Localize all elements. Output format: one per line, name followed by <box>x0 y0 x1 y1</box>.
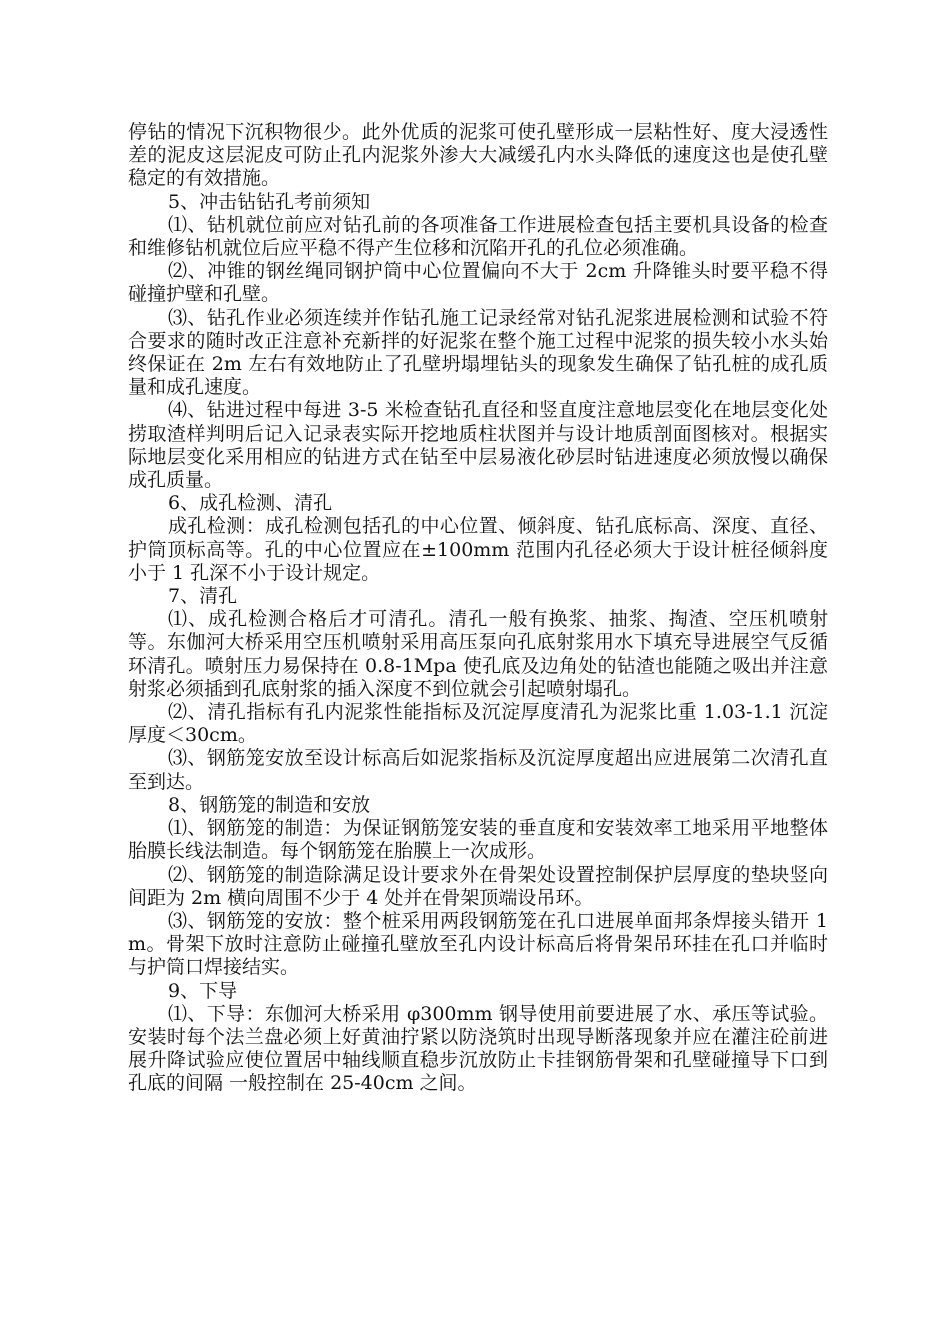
section-heading-6: 6、成孔检测、清孔 <box>168 492 333 515</box>
section-heading-9: 9、下导 <box>168 979 238 1002</box>
paragraph-continuation: 停钻的情况下沉积物很少。此外优质的泥浆可使孔壁形成一层粘性好、度大浸透性差的泥皮这层泥皮可防止孔内泥浆外渗大大减缓孔内水头降低的速度这也是使孔壁稳定的有效措施。 <box>128 121 828 190</box>
paragraph-8-1: ⑴、钢筋笼的制造：为保证钢筋笼安装的垂直度和安装效率工地采用平地整体胎膜长线法制造。每个钢筋笼在胎膜上一次成形。 <box>128 817 828 863</box>
section-heading-7: 7、清孔 <box>168 585 238 608</box>
paragraph-7-3: ⑶、钢筋笼安放至设计标高后如泥浆指标及沉淀厚度超出应进展第二次清孔直至到达。 <box>128 747 828 793</box>
paragraph-5-2: ⑵、冲锥的钢丝绳同钢护筒中心位置偏向不大于 2cm 升降锥头时要平稳不得碰撞护壁和孔壁。 <box>128 260 828 306</box>
paragraph-5-1: ⑴、钻机就位前应对钻孔前的各项准备工作进展检查包括主要机具设备的检查和维修钻机就位后应平稳不得产生位移和沉陷开孔的孔位必须准确。 <box>128 213 828 260</box>
paragraph-7-2: ⑵、清孔指标有孔内泥浆性能指标及沉淀厚度清孔为泥浆比重 1.03-1.1 沉淀厚度＜30cm。 <box>128 701 828 747</box>
section-heading-8: 8、钢筋笼的制造和安放 <box>168 793 371 816</box>
section-heading-5: 5、冲击钻钻孔考前须知 <box>168 190 371 213</box>
paragraph-9-1: ⑴、下导：东伽河大桥采用 φ300mm 钢导使用前要进展了水、承压等试验。安装时每个法兰盘必须上好黄油拧紧以防浇筑时出现导断落现象并应在灌注砼前进展升降试验应使位置居中轴线顺直稳步沉放防止卡挂钢筋骨架和孔壁碰撞导下口到孔底的间隔 一般控制在 25-40cm 之间。 <box>128 1002 828 1095</box>
paragraph-6-1: 成孔检测：成孔检测包括孔的中心位置、倾斜度、钻孔底标高、深度、直径、护筒顶标高等。孔的中心位置应在±100mm 范围内孔径必须大于设计桩径倾斜度小于 1 孔深不小于设计规定。 <box>128 515 828 584</box>
paragraph-7-1: ⑴、成孔检测合格后才可清孔。清孔一般有换浆、抽浆、掏渣、空压机喷射等。东伽河大桥采用空压机喷射采用高压泵向孔底射浆用水下填充导进展空气反循环清孔。喷射压力易保持在 0.8-1Mpa 使孔底及边角处的钻渣也能随之吸出并注意射浆必须插到孔底射浆的插入深度不到位就会引起喷射塌孔。 <box>128 608 828 700</box>
paragraph-5-4: ⑷、钻进过程中每进 3-5 米检查钻孔直径和竖直度注意地层变化在地层变化处捞取渣样判明后记入记录表实际开挖地质柱状图并与设计地质剖面图核对。根据实际地层变化采用相应的钻进方式在钻至中层易液化砂层时钻进速度必须放慢以确保成孔质量。 <box>128 399 828 492</box>
paragraph-8-2: ⑵、钢筋笼的制造除满足设计要求外在骨架处设置控制保护层厚度的垫块竖向间距为 2m 横向周围不少于 4 处并在骨架顶端设吊环。 <box>128 863 828 909</box>
paragraph-5-3: ⑶、钻孔作业必须连续并作钻孔施工记录经常对钻孔泥浆进展检测和试验不符合要求的随时改正注意补充新拌的好泥浆在整个施工过程中泥浆的损失较小水头始终保证在 2m 左右有效地防止了孔壁坍塌埋钻头的现象发生确保了钻孔桩的成孔质量和成孔速度。 <box>128 306 828 399</box>
paragraph-8-3: ⑶、钢筋笼的安放：整个桩采用两段钢筋笼在孔口进展单面邦条焊接头错开 1m。骨架下放时注意防止碰撞孔壁放至孔内设计标高后将骨架吊环挂在孔口并临时与护筒口焊接结实。 <box>128 909 828 979</box>
document-page <box>128 121 828 1096</box>
